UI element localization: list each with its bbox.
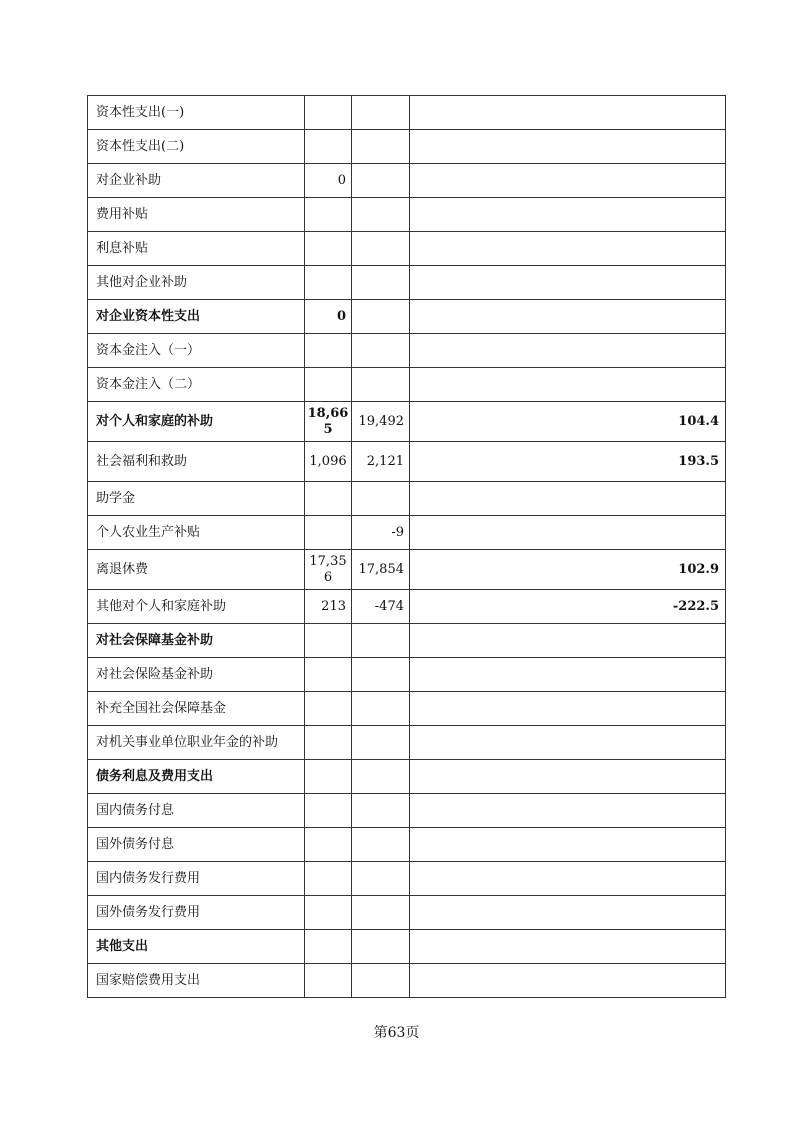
percent-col [410, 266, 726, 300]
value-col-1 [305, 726, 352, 760]
value-col-1 [305, 896, 352, 930]
value-col-2: 17,854 [352, 550, 410, 590]
table-row [88, 266, 726, 300]
value-col-1 [305, 130, 352, 164]
value-col-1 [305, 964, 352, 998]
value-col-1 [305, 624, 352, 658]
percent-col [410, 334, 726, 368]
value-col-2 [352, 930, 410, 964]
value-col-1 [305, 658, 352, 692]
percent-col [410, 130, 726, 164]
row-label: 费用补贴 [88, 198, 305, 232]
value-col-2 [352, 862, 410, 896]
value-col-1: 18,665 [305, 402, 352, 442]
row-label: 资本性支出(一) [88, 96, 305, 130]
table-row [88, 828, 726, 862]
table-row [88, 862, 726, 896]
value-col-2 [352, 96, 410, 130]
value-col-1 [305, 930, 352, 964]
percent-col [410, 164, 726, 198]
table-body [88, 96, 726, 998]
value-col-2 [352, 266, 410, 300]
value-col-2 [352, 726, 410, 760]
value-col-2 [352, 164, 410, 198]
row-label: 其他对企业补助 [88, 266, 305, 300]
value-col-1 [305, 760, 352, 794]
percent-col [410, 232, 726, 266]
table-row [88, 964, 726, 998]
value-col-2 [352, 482, 410, 516]
row-label: 国外债务发行费用 [88, 896, 305, 930]
table-row [88, 334, 726, 368]
value-col-2 [352, 300, 410, 334]
value-col-1 [305, 482, 352, 516]
percent-col: -222.5 [410, 590, 726, 624]
row-label: 助学金 [88, 482, 305, 516]
value-col-1: 0 [305, 164, 352, 198]
percent-col [410, 794, 726, 828]
row-label: 补充全国社会保障基金 [88, 692, 305, 726]
value-col-1 [305, 198, 352, 232]
row-label: 其他对个人和家庭补助 [88, 590, 305, 624]
row-label: 债务利息及费用支出 [88, 760, 305, 794]
table-row [88, 930, 726, 964]
value-col-2 [352, 828, 410, 862]
value-col-1 [305, 266, 352, 300]
row-label: 利息补贴 [88, 232, 305, 266]
row-label: 国内债务发行费用 [88, 862, 305, 896]
percent-col [410, 760, 726, 794]
percent-col [410, 692, 726, 726]
value-col-2 [352, 198, 410, 232]
table-row [88, 300, 726, 334]
value-col-2 [352, 760, 410, 794]
row-label: 国外债务付息 [88, 828, 305, 862]
row-label: 对个人和家庭的补助 [88, 402, 305, 442]
table-row [88, 550, 726, 590]
row-label: 个人农业生产补贴 [88, 516, 305, 550]
row-label: 对机关事业单位职业年金的补助 [88, 726, 305, 760]
value-col-2: 19,492 [352, 402, 410, 442]
value-col-2 [352, 624, 410, 658]
percent-col [410, 198, 726, 232]
table-row [88, 760, 726, 794]
percent-col [410, 482, 726, 516]
percent-col [410, 624, 726, 658]
table-row [88, 482, 726, 516]
value-col-1 [305, 794, 352, 828]
table-row [88, 692, 726, 726]
value-col-1 [305, 334, 352, 368]
value-col-2: 2,121 [352, 442, 410, 482]
value-col-1 [305, 516, 352, 550]
row-label: 资本金注入（一） [88, 334, 305, 368]
value-col-1 [305, 692, 352, 726]
row-label: 社会福利和救助 [88, 442, 305, 482]
table-row [88, 232, 726, 266]
percent-col [410, 964, 726, 998]
percent-col [410, 516, 726, 550]
value-col-1: 213 [305, 590, 352, 624]
table-row [88, 516, 726, 550]
table-row [88, 794, 726, 828]
row-label: 对企业补助 [88, 164, 305, 198]
value-col-2 [352, 368, 410, 402]
row-label: 对社会保障基金补助 [88, 624, 305, 658]
percent-col [410, 726, 726, 760]
value-col-1: 0 [305, 300, 352, 334]
row-label: 国内债务付息 [88, 794, 305, 828]
value-col-2 [352, 658, 410, 692]
value-col-2 [352, 334, 410, 368]
table-row [88, 726, 726, 760]
value-col-2 [352, 692, 410, 726]
value-col-2 [352, 964, 410, 998]
value-col-1 [305, 828, 352, 862]
row-label: 对社会保险基金补助 [88, 658, 305, 692]
table-row [88, 96, 726, 130]
percent-col: 104.4 [410, 402, 726, 442]
value-col-2: -9 [352, 516, 410, 550]
value-col-1 [305, 368, 352, 402]
table-row [88, 130, 726, 164]
percent-col: 193.5 [410, 442, 726, 482]
table-row [88, 896, 726, 930]
row-label: 对企业资本性支出 [88, 300, 305, 334]
table-row [88, 164, 726, 198]
percent-col [410, 862, 726, 896]
percent-col [410, 930, 726, 964]
percent-col [410, 658, 726, 692]
table-row [88, 402, 726, 442]
row-label: 其他支出 [88, 930, 305, 964]
percent-col: 102.9 [410, 550, 726, 590]
percent-col [410, 300, 726, 334]
page-number: 第63页 [373, 1025, 420, 1041]
table-row [88, 368, 726, 402]
value-col-2: -474 [352, 590, 410, 624]
value-col-2 [352, 232, 410, 266]
value-col-1 [305, 862, 352, 896]
percent-col [410, 896, 726, 930]
value-col-2 [352, 130, 410, 164]
table-row [88, 590, 726, 624]
table-row [88, 442, 726, 482]
percent-col [410, 96, 726, 130]
percent-col [410, 368, 726, 402]
value-col-1: 1,096 [305, 442, 352, 482]
value-col-1 [305, 232, 352, 266]
value-col-1: 17,356 [305, 550, 352, 590]
percent-col [410, 828, 726, 862]
row-label: 资本金注入（二） [88, 368, 305, 402]
table-row [88, 624, 726, 658]
table-row [88, 198, 726, 232]
budget-table [87, 95, 726, 998]
row-label: 资本性支出(二) [88, 130, 305, 164]
row-label: 离退休费 [88, 550, 305, 590]
value-col-1 [305, 96, 352, 130]
table-row [88, 658, 726, 692]
row-label: 国家赔偿费用支出 [88, 964, 305, 998]
value-col-2 [352, 794, 410, 828]
value-col-2 [352, 896, 410, 930]
